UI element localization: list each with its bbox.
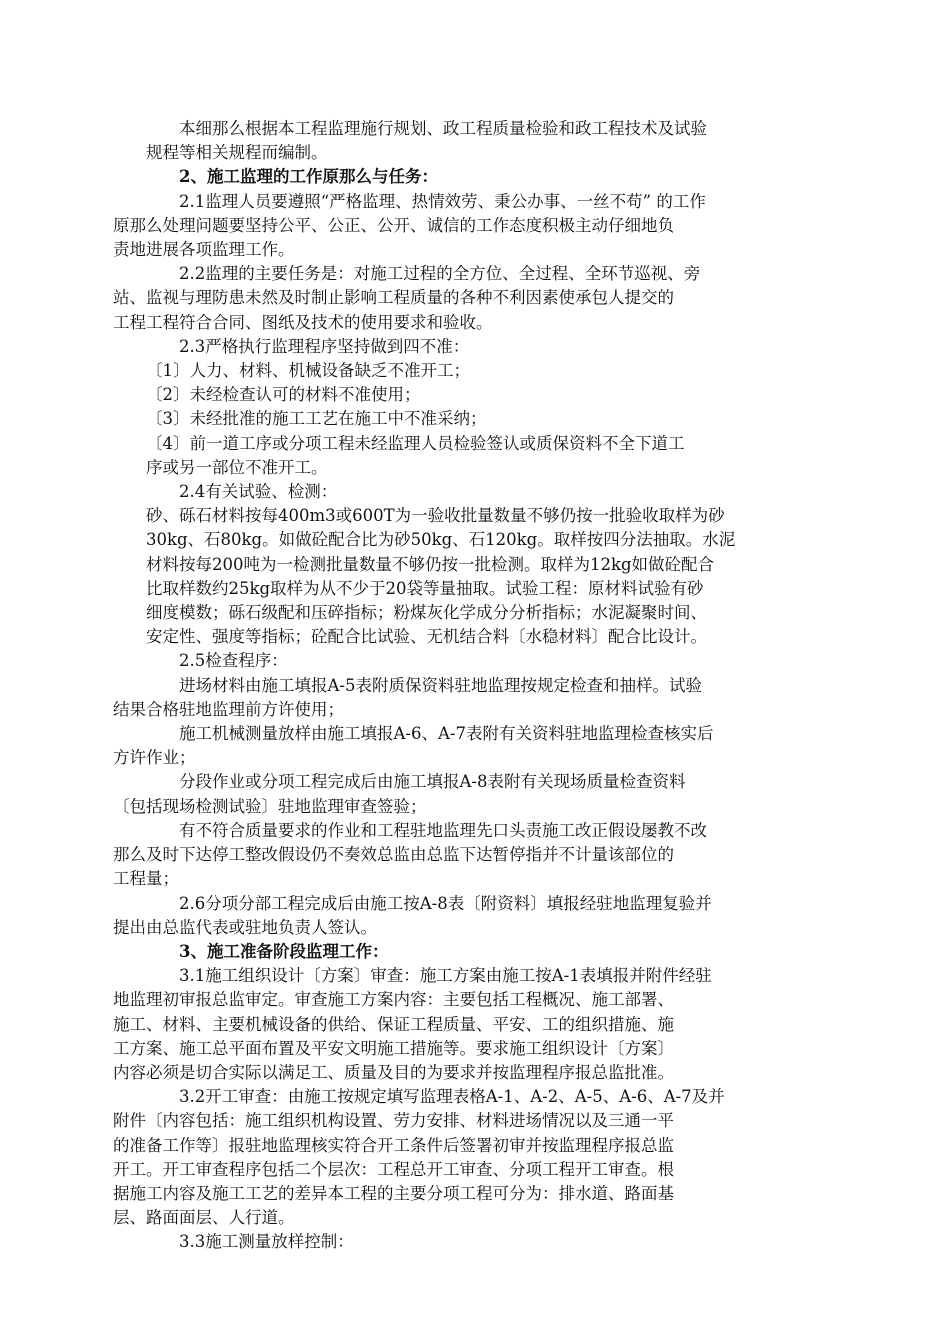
text-line: 内容必须是切合实际以满足工、质量及目的为要求并按监理程序报总监批准。 — [113, 1062, 674, 1082]
list-item-1 — [146, 359, 806, 383]
paragraph-2-4 — [146, 480, 806, 504]
text-line: 开工。开工审查程序包括二个层次：工程总开工审查、分项工程开工审查。根 — [113, 1159, 674, 1179]
text-line: 细度模数；砾石级配和压碎指标；粉煤灰化学成分分析指标；水泥凝聚时间、 — [146, 603, 707, 623]
text-line: 安定性、强度等指标；砼配合比试验、无机结合料〔水稳材料〕配合比设计。 — [146, 627, 707, 647]
text-line: 2.2监理的主要任务是：对施工过程的全方位、全过程、全环节巡视、旁 — [179, 264, 701, 284]
text-line: 进场材料由施工填报A-5表附质保资料驻地监理按规定检查和抽样。试验 — [179, 675, 702, 695]
text-line: 比取样数约25kg取样为从不少于20袋等量抽取。试验工程：原材料试验有砂 — [146, 578, 704, 598]
heading-text: 2、施工监理的工作原那么与任务： — [179, 167, 438, 187]
text-line: 施工、材料、主要机械设备的供给、保证工程质量、平安、工的组织措施、施 — [113, 1014, 674, 1034]
text-line: 2.1监理人员要遵照“严格监理、热情效劳、秉公办事、一丝不苟” 的工作 — [179, 191, 706, 211]
text-line: 〔包括现场检测试验〕驻地监理审查签验； — [113, 796, 427, 816]
text-line: 〔1〕人力、材料、机械设备缺乏不准开工； — [146, 361, 470, 381]
paragraph-3-2 — [113, 1085, 806, 1230]
document-body — [113, 117, 806, 1255]
text-line: 材料按每200吨为一检测批量数量不够仍按一批检测。取样为12kg如做砼配合 — [146, 554, 715, 574]
text-line: 〔3〕未经批准的施工工艺在施工中不准采纳； — [146, 409, 487, 429]
text-line: 附件〔内容包括：施工组织机构设置、劳力安排、材料进场情况以及三通一平 — [113, 1111, 674, 1131]
paragraph-2-6 — [113, 892, 806, 940]
paragraph-2-2 — [113, 262, 806, 335]
text-line: 方许作业； — [113, 748, 196, 768]
text-line: 工程工程符合合同、图纸及技术的使用要求和验收。 — [113, 312, 493, 332]
text-line: 施工机械测量放样由施工填报A-6、A-7表附有关资料驻地监理检查核实后 — [179, 724, 714, 744]
paragraph-testing — [146, 504, 806, 649]
text-line: 3.2开工审查：由施工按规定填写监理表格A-1、A-2、A-5、A-6、A-7及并 — [179, 1087, 725, 1107]
text-line: 本细那么根据本工程监理施行规划、政工程质量检验和政工程技术及试验 — [179, 119, 707, 138]
text-line: 砂、砾石材料按每400m3或600T为一验收批量数量不够仍按一批验收取样为砂 — [146, 506, 725, 526]
text-line: 据施工内容及施工工艺的差异本工程的主要分项工程可分为：排水道、路面基 — [113, 1183, 674, 1203]
text-line: 层、路面面层、人行道。 — [113, 1208, 295, 1228]
paragraph-intro — [146, 117, 806, 165]
paragraph-2-1 — [113, 190, 806, 263]
heading-text: 3、施工准备阶段监理工作： — [179, 941, 389, 961]
text-line: 工程量； — [113, 869, 179, 889]
paragraph-3-1 — [113, 964, 806, 1085]
paragraph-nonconformance — [113, 819, 806, 892]
paragraph-2-3 — [146, 335, 806, 359]
text-line: 站、监视与理防患未然及时制止影响工程质量的各种不利因素使承包人提交的 — [113, 288, 674, 308]
paragraph-2-5 — [146, 649, 806, 673]
list-item-4 — [146, 432, 806, 480]
paragraph-materials — [113, 674, 806, 722]
list-item-2 — [146, 383, 806, 407]
text-line: 地监理初审报总监审定。审查施工方案内容：主要包括工程概况、施工部署、 — [113, 990, 674, 1010]
text-line: 责地进展各项监理工作。 — [113, 240, 295, 260]
text-line: 分段作业或分项工程完成后由施工填报A-8表附有关现场质量检查资料 — [179, 772, 686, 792]
section-heading-2 — [146, 165, 806, 189]
text-line: 结果合格驻地监理前方许使用； — [113, 699, 344, 719]
text-line: 那么及时下达停工整改假设仍不奏效总监由总监下达暂停指并不计量该部位的 — [113, 845, 674, 865]
paragraph-segments — [113, 770, 806, 818]
paragraph-3-3 — [146, 1230, 806, 1254]
text-line: 2.5检查程序： — [179, 651, 288, 671]
text-line: 序或另一部位不准开工。 — [146, 457, 328, 477]
text-line: 30kg、石80kg。如做砼配合比为砂50kg、石120kg。取样按四分法抽取。水泥 — [146, 530, 736, 550]
text-line: 的准备工作等〕报驻地监理核实符合开工条件后签署初审并按监理程序报总监 — [113, 1135, 674, 1155]
text-line: 2.6分项分部工程完成后由施工按A-8表〔附资料〕填报经驻地监理复验并 — [179, 893, 712, 913]
section-heading-3 — [146, 940, 806, 964]
text-line: 3.1施工组织设计〔方案〕审查：施工方案由施工按A-1表填报并附件经驻 — [179, 966, 712, 986]
text-line: 2.4有关试验、检测： — [179, 482, 338, 502]
list-item-3 — [146, 407, 806, 431]
text-line: 原那么处理问题要坚持公平、公正、公开、诚信的工作态度积极主动仔细地负 — [113, 215, 674, 235]
text-line: 3.3施工测量放样控制： — [179, 1232, 354, 1252]
text-line: 规程等相关规程而编制。 — [146, 143, 328, 163]
text-line: 提出由总监代表或驻地负责人签认。 — [113, 917, 377, 937]
text-line: 工方案、施工总平面布置及平安文明施工措施等。要求施工组织设计〔方案〕 — [113, 1038, 674, 1058]
text-line: 〔2〕未经检查认可的材料不准使用； — [146, 385, 421, 405]
text-line: 2.3严格执行监理程序坚持做到四不准： — [179, 336, 470, 356]
text-line: 〔4〕前一道工序或分项工程未经监理人员检验签认或质保资料不全下道工 — [146, 433, 685, 453]
text-line: 有不符合质量要求的作业和工程驻地监理先口头责施工改正假设屡教不改 — [179, 820, 707, 840]
paragraph-machinery — [113, 722, 806, 770]
